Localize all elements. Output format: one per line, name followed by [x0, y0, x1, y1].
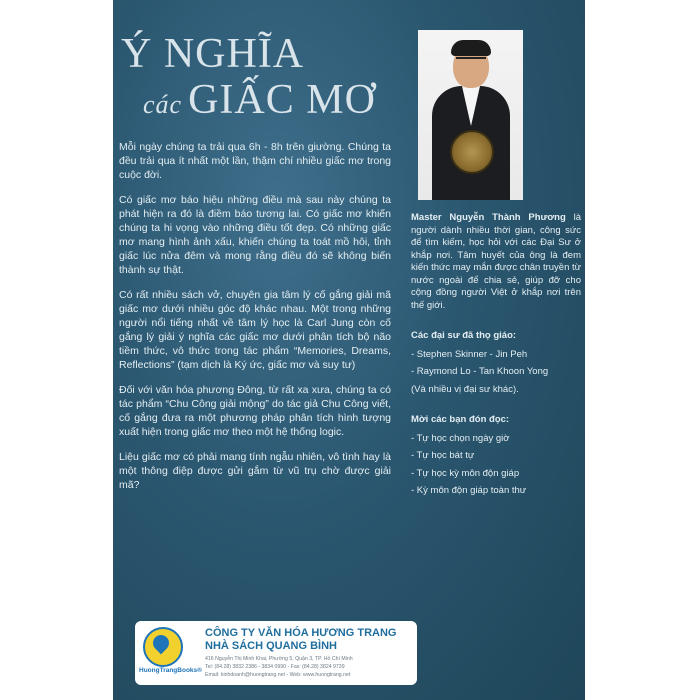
blurb-column: [119, 140, 391, 503]
publisher-brand: NHÀ SÁCH QUANG BÌNH: [205, 640, 337, 652]
masters-title: Các đại sư đã thọ giáo:: [411, 330, 517, 341]
author-bio-text: là người dành nhiều thời gian, công sức để tìm kiếm, học hỏi với các Đại Sư ở khắp nơi. Tâm huyết của ông là đem kiến thức may mắn được chân truyền từ nước ngoài để chia sẻ, giúp đỡ cho cộng đồng người Việt ở khắp nơi trên thế giới.: [411, 212, 581, 311]
publisher-box: [135, 621, 417, 685]
reading-item: - Kỳ môn độn giáp toàn thư: [411, 485, 527, 496]
book-title-prefix: các: [143, 90, 183, 119]
author-photo-hair: [451, 40, 491, 56]
blurb-paragraph: Có giấc mơ báo hiệu những điều mà sau này chúng ta phát hiện ra đó là điềm báo tương lai. Có giấc mơ khiến chúng ta hi vọng vào những điều tốt đẹp. Có những giấc mơ mang hình ảnh xấu, khiến chúng ta toát mồ hôi, tỉnh giấc lúc nửa đêm và mong rằng điều đó sẽ không biến thành sự thật.: [119, 194, 391, 276]
author-name: Master Nguyễn Thành Phương: [411, 212, 566, 223]
reading-item: - Tự học bát tự: [411, 450, 475, 461]
book-title-main: Ý NGHĨA: [121, 31, 305, 77]
masters-note: (Và nhiều vị đại sư khác).: [411, 383, 519, 395]
blurb-paragraph: Đối với văn hóa phương Đông, từ rất xa xưa, chúng ta có tác phẩm “Chu Công giải mộng” do tác giả Chu Công viết, cố gắng đưa ra một phương pháp phân tích hình tượng xuất hiện trong giấc mơ theo một hệ thống logic.: [119, 384, 391, 438]
publisher-company: CÔNG TY VĂN HÓA HƯƠNG TRANG: [205, 627, 397, 639]
author-photo-glasses: [456, 57, 486, 66]
publisher-email: Email: kinhdoanh@huongtrang.net - Web: www.huongtrang.net: [205, 672, 351, 678]
publisher-address: 416 Nguyễn Thị Minh Khai, Phường 5, Quận 3, TP. Hồ Chí Minh: [205, 656, 353, 662]
blurb-paragraph: Mỗi ngày chúng ta trải qua 6h - 8h trên giường. Chúng ta đều trải qua ít nhất một lần, thậm chí nhiều giấc mơ trong cuộc đời.: [119, 141, 391, 181]
book-title-sub-main: GIẤC MƠ: [188, 77, 376, 123]
author-column: [411, 212, 581, 503]
author-bio: [411, 212, 581, 312]
feng-shui-compass-icon: [450, 130, 494, 174]
reading-item: - Tự học kỳ môn độn giáp: [411, 467, 520, 479]
masters-item: - Stephen Skinner - Jin Peh: [411, 348, 528, 360]
book-back-cover: [113, 0, 585, 700]
book-title-sub: [143, 76, 376, 124]
author-photo: [418, 30, 523, 200]
reading-title: Mời các bạn đón đọc:: [411, 414, 510, 425]
blurb-paragraph: Có rất nhiều sách vở, chuyên gia tâm lý cố gắng giải mã giấc mơ dưới nhiều góc độ khác nhau. Một trong những người nổi tiếng nhất về tâm lý học là Carl Jung còn cố gắng lý giải ý nghĩa các giấc mơ dưới phân tích bộ não tiềm thức, vô thức trong tác phẩm “Memories, Dreams, Reflections” (tạm dịch là Ký ức, giấc mơ và suy tư): [119, 289, 391, 371]
publisher-phone: Tel: (84.28) 3832 2386 - 3834 0990 - Fax: (84.28) 3824 9739: [205, 664, 345, 670]
reading-item: - Tự học chọn ngày giờ: [411, 432, 510, 444]
publisher-logo-text: HuongTrangBooks®: [139, 667, 202, 674]
masters-item: - Raymond Lo - Tan Khoon Yong: [411, 366, 549, 377]
blurb-paragraph: Liệu giấc mơ có phải mang tính ngẫu nhiên, vô tình hay là một thông điệp được gửi gắm từ vũ trụ chờ được giải mã?: [119, 451, 391, 491]
